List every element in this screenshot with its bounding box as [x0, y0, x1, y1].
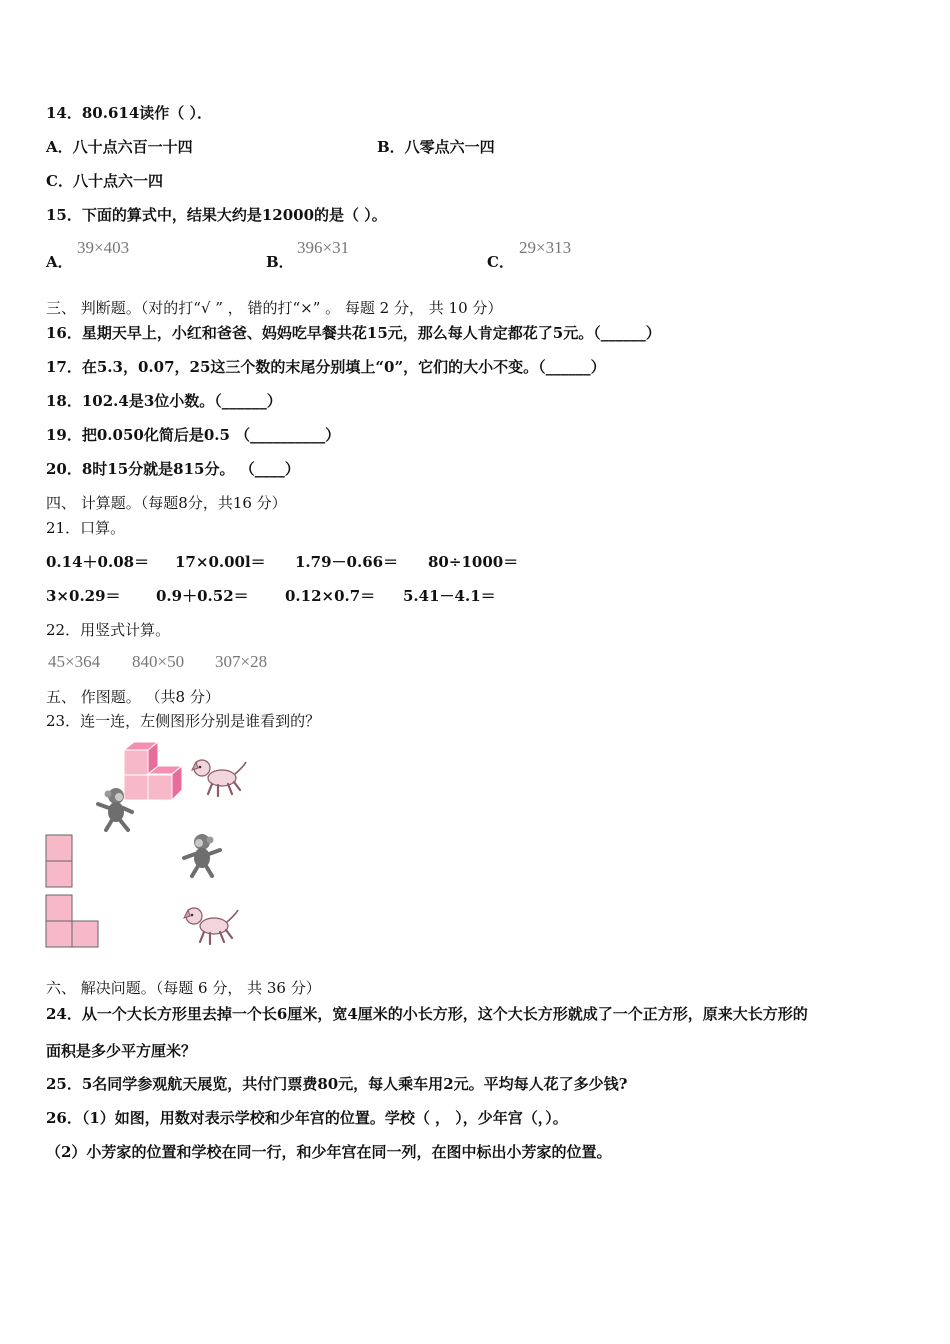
- view-shape-vertical: [45, 834, 75, 890]
- monkey-icon: [92, 786, 138, 832]
- q21-item-2: 17×0.00l＝: [175, 553, 266, 571]
- q22-stem: 22．用竖式计算。: [46, 621, 171, 639]
- q19: 19．把0.050化简后是0.5 （__________）: [46, 426, 341, 444]
- q22-expression-3: 307×28: [215, 652, 268, 671]
- q24-line-1: 24．从一个大长方形里去掉一个长6厘米，宽4厘米的小长方形，这个大长方形就成了一个正方形，原来大长方形的: [46, 1005, 808, 1023]
- q15-option-c-expression: 29×313: [519, 238, 572, 257]
- q15-option-b-label: B．: [266, 253, 294, 271]
- q24-line-2: 面积是多少平方厘米？: [46, 1042, 197, 1060]
- q23-stem: 23．连一连，左侧图形分别是谁看到的？: [46, 712, 321, 730]
- dog-icon-answer: [180, 902, 242, 948]
- q26-part-2: （2）小芳家的位置和学校在同一行，和少年宫在同一列，在图中标出小芳家的位置。: [46, 1143, 612, 1161]
- q14-option-a: A．八十点六百一十四: [46, 138, 193, 156]
- q15-option-a-label: A．: [46, 253, 73, 271]
- q22-expression-2: 840×50: [132, 652, 185, 671]
- q26-part-1: 26．（1）如图，用数对表示学校和少年宫的位置。学校（ ， ），少年宫（，）。: [46, 1109, 568, 1127]
- q21-item-6: 0.9＋0.52＝: [156, 587, 249, 605]
- q15-option-c-label: C．: [487, 253, 514, 271]
- section-5-title: 五、 作图题。 （共8 分）: [46, 688, 220, 706]
- q15-option-b-expression: 396×31: [297, 238, 350, 257]
- q25: 25．5名同学参观航天展览，共付门票费80元，每人乘车用2元。平均每人花了多少钱?: [46, 1075, 628, 1093]
- section-6-title: 六、 解决问题。（每题 6 分， 共 36 分）: [46, 979, 321, 997]
- q20: 20．8时15分就是815分。 （____）: [46, 460, 300, 478]
- q21-item-4: 80÷1000＝: [428, 553, 519, 571]
- q21-item-3: 1.79－0.66＝: [295, 553, 399, 571]
- q21-item-7: 0.12×0.7＝: [285, 587, 376, 605]
- monkey-icon-answer: [180, 832, 226, 878]
- view-shape-l: [45, 894, 101, 950]
- q15-option-a-expression: 39×403: [77, 238, 130, 257]
- q17: 17．在5.3，0.07，25这三个数的末尾分别填上“0”，它们的大小不变。（______）: [46, 358, 606, 376]
- q16: 16．星期天早上，小红和爸爸、妈妈吃早餐共花15元，那么每人肯定都花了5元。（______）: [46, 324, 661, 342]
- section-4-title: 四、 计算题。（每题8分，共16 分）: [46, 494, 287, 512]
- q22-expression-1: 45×364: [48, 652, 101, 671]
- q18: 18．102.4是3位小数。（______）: [46, 392, 282, 410]
- q14-stem: 14．80.614读作（ ）．: [46, 104, 213, 122]
- q21-item-8: 5.41－4.1＝: [403, 587, 496, 605]
- q14-option-b: B．八零点六一四: [377, 138, 495, 156]
- q21-item-1: 0.14＋0.08＝: [46, 553, 150, 571]
- q15-stem: 15．下面的算式中，结果大约是12000的是（ ）。: [46, 206, 387, 224]
- q21-stem: 21．口算。: [46, 519, 126, 537]
- q14-option-c: C．八十点六一四: [46, 172, 163, 190]
- section-3-title: 三、 判断题。（对的打“√ ” ， 错的打“×” 。 每题 2 分， 共 10 分）: [46, 299, 503, 317]
- q21-item-5: 3×0.29＝: [46, 587, 121, 605]
- dog-icon: [188, 756, 248, 800]
